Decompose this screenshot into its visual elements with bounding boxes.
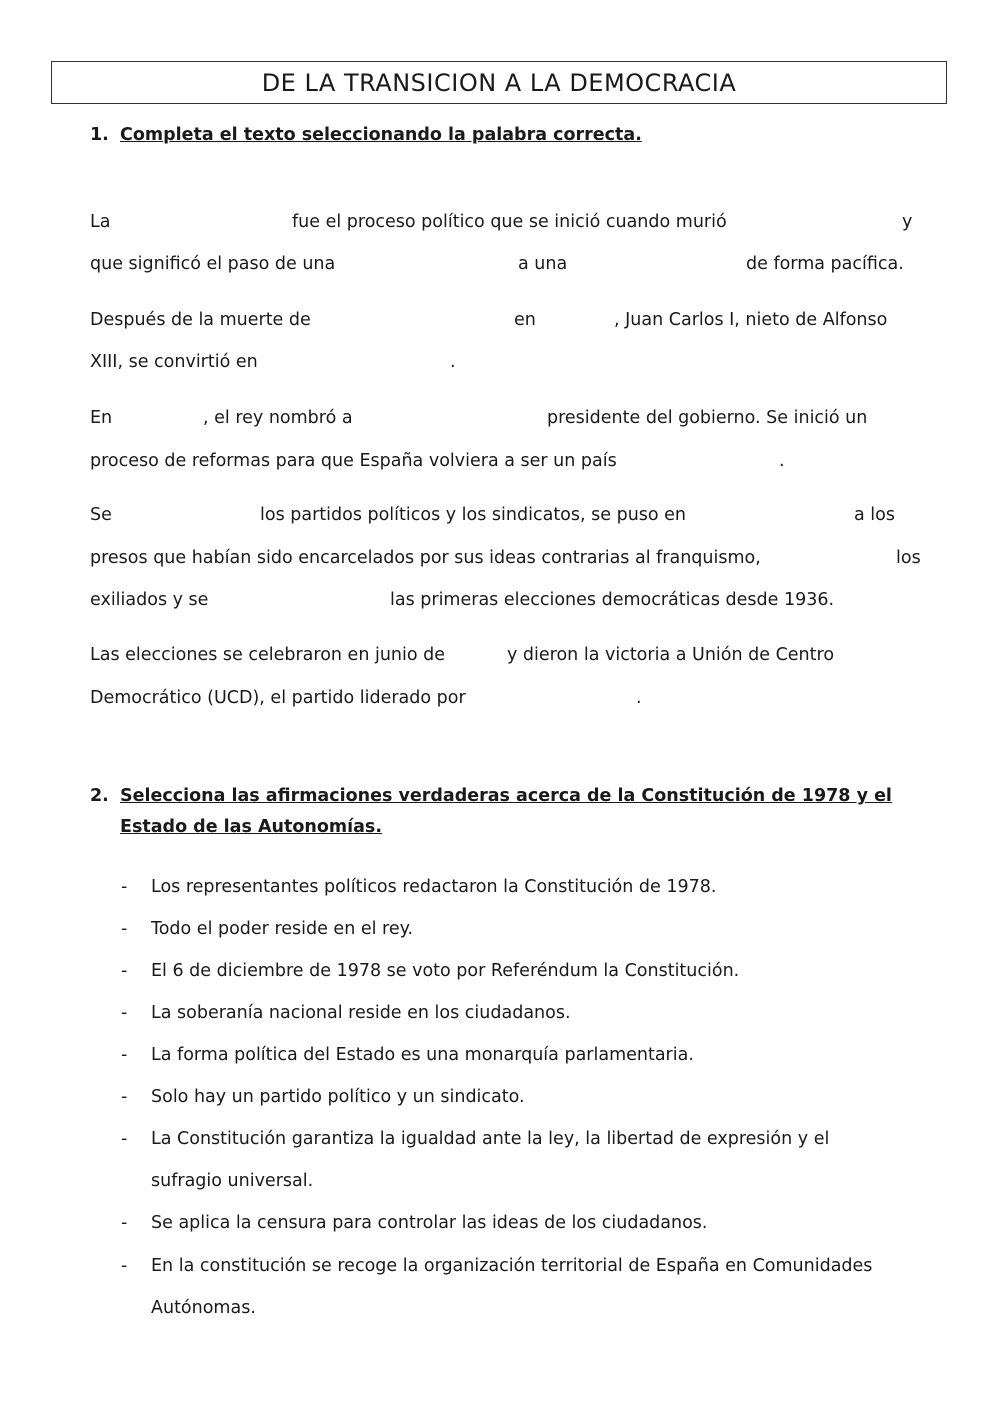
section-1-heading <box>90 120 910 151</box>
p1-text-6: de forma pacífica. <box>746 254 904 274</box>
section-1-number: 1. <box>90 125 109 145</box>
list-item-continuation: Autónomas. <box>151 1298 256 1318</box>
list-item: Los representantes políticos redactaron la Constitución de 1978. <box>151 877 717 897</box>
p1-text-2: fue el proceso político que se inició cuando murió <box>292 212 727 232</box>
p3-text-1: En <box>90 408 113 428</box>
bullet-dash: - <box>121 877 128 897</box>
p4-text-7: las primeras elecciones democráticas desde 1936. <box>390 590 835 610</box>
p1-text-1: La <box>90 212 111 232</box>
p5-text-2: y dieron la victoria a Unión de Centro <box>507 645 835 665</box>
list-item: En la constitución se recoge la organización territorial de España en Comunidades <box>151 1256 873 1276</box>
list-item: Solo hay un partido político y un sindicato. <box>151 1087 525 1107</box>
p1-text-4: que significó el paso de una <box>90 254 336 274</box>
p2-text-1: Después de la muerte de <box>90 310 311 330</box>
p5-text-1: Las elecciones se celebraron en junio de <box>90 645 446 665</box>
list-item: La forma política del Estado es una monarquía parlamentaria. <box>151 1045 694 1065</box>
bullet-dash: - <box>121 1045 128 1065</box>
bullet-dash: - <box>121 919 128 939</box>
p4-text-6: exiliados y se <box>90 590 209 610</box>
p2-text-4: XIII, se convirtió en <box>90 352 258 372</box>
p1-text-5: a una <box>518 254 568 274</box>
list-item: Todo el poder reside en el rey. <box>151 919 414 939</box>
page-title: DE LA TRANSICION A LA DEMOCRACIA <box>261 68 737 97</box>
list-item: Se aplica la censura para controlar las ideas de los ciudadanos. <box>151 1213 708 1233</box>
p3-text-5: . <box>779 451 785 471</box>
bullet-dash: - <box>121 1129 128 1149</box>
bullet-dash: - <box>121 961 128 981</box>
bullet-dash: - <box>121 1213 128 1233</box>
bullet-dash: - <box>121 1087 128 1107</box>
section-2-number: 2. <box>90 786 109 806</box>
section-1-heading-text: Completa el texto seleccionando la palabra correcta. <box>120 125 642 145</box>
p5-text-3: Democrático (UCD), el partido liderado por <box>90 688 466 708</box>
p5-text-4: . <box>636 688 642 708</box>
p2-text-5: . <box>450 352 456 372</box>
list-item: La soberanía nacional reside en los ciudadanos. <box>151 1003 571 1023</box>
p3-text-4: proceso de reformas para que España volviera a ser un país <box>90 451 617 471</box>
list-item: La Constitución garantiza la igualdad ante la ley, la libertad de expresión y el <box>151 1129 830 1149</box>
section-2-heading-text: Selecciona las afirmaciones verdaderas acerca de la Constitución de 1978 y el Estado de las Autonomías. <box>120 786 892 837</box>
list-item: El 6 de diciembre de 1978 se voto por Referéndum la Constitución. <box>151 961 740 981</box>
p4-text-5: los <box>896 548 921 568</box>
p3-text-2: , el rey nombró a <box>203 408 353 428</box>
list-item-continuation: sufragio universal. <box>151 1171 314 1191</box>
p2-text-3: , Juan Carlos I, nieto de Alfonso <box>614 310 888 330</box>
bullet-dash: - <box>121 1003 128 1023</box>
p1-text-3: y <box>902 212 913 232</box>
p3-text-3: presidente del gobierno. Se inició un <box>547 408 868 428</box>
section-2-heading <box>90 781 910 843</box>
p4-text-3: a los <box>854 505 895 525</box>
p4-text-4: presos que habían sido encarcelados por sus ideas contrarias al franquismo, <box>90 548 761 568</box>
title-box <box>51 61 947 104</box>
p4-text-1: Se <box>90 505 112 525</box>
p2-text-2: en <box>514 310 536 330</box>
bullet-dash: - <box>121 1256 128 1276</box>
p4-text-2: los partidos políticos y los sindicatos, se puso en <box>260 505 687 525</box>
